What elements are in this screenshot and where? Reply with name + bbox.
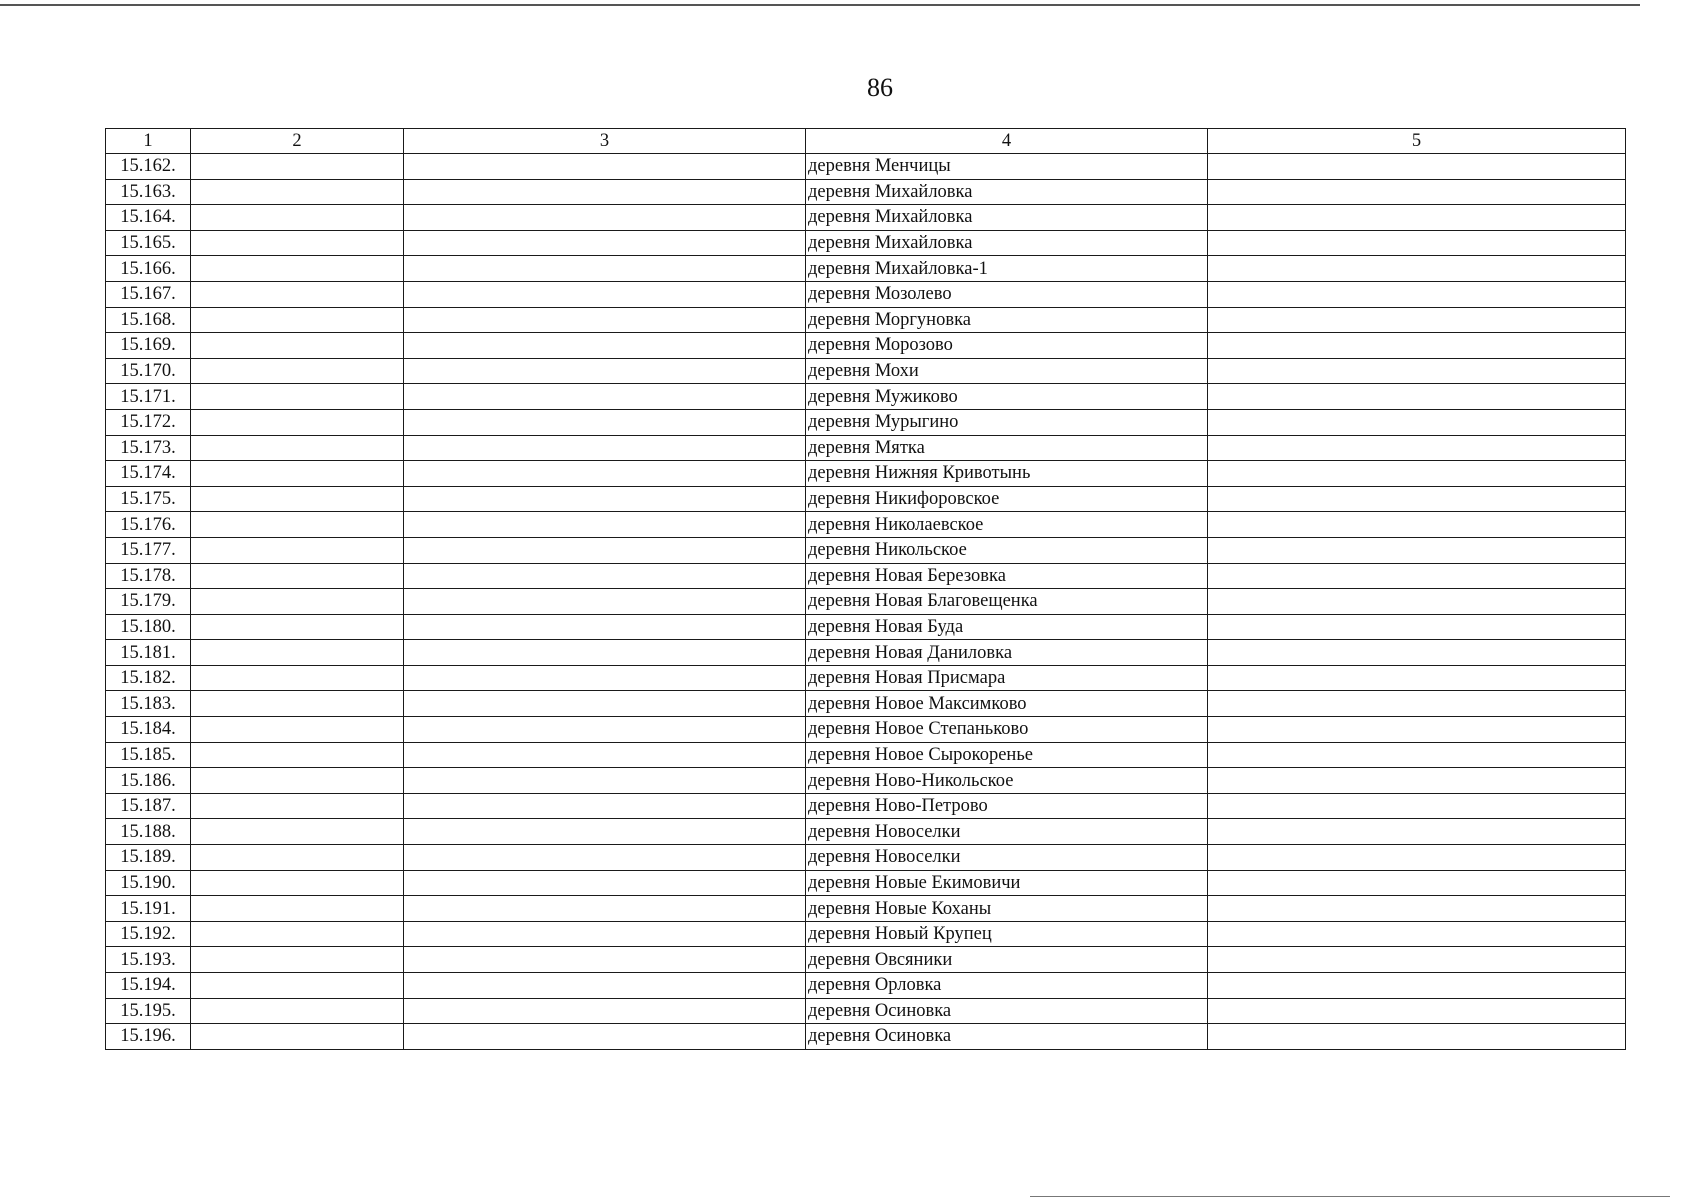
col-5-cell: [1208, 998, 1626, 1024]
header-col-2: 2: [191, 129, 404, 154]
col-2-cell: [191, 205, 404, 231]
row-number-cell: 15.173.: [106, 435, 191, 461]
table-row: [106, 384, 1626, 410]
col-2-cell: [191, 1024, 404, 1050]
col-2-cell: [191, 435, 404, 461]
settlement-name-cell: деревня Новое Сырокоренье: [806, 742, 1208, 768]
settlement-name-cell: деревня Новые Екимовичи: [806, 870, 1208, 896]
col-2-cell: [191, 154, 404, 180]
settlement-name-cell: деревня Михайловка-1: [806, 256, 1208, 282]
col-3-cell: [404, 1024, 806, 1050]
settlement-name-cell: деревня Новая Даниловка: [806, 640, 1208, 666]
col-2-cell: [191, 896, 404, 922]
col-3-cell: [404, 563, 806, 589]
col-2-cell: [191, 973, 404, 999]
table-body: [106, 154, 1626, 1050]
col-5-cell: [1208, 563, 1626, 589]
settlement-name-cell: деревня Михайловка: [806, 179, 1208, 205]
settlement-name-cell: деревня Морозово: [806, 333, 1208, 359]
col-5-cell: [1208, 742, 1626, 768]
settlement-name-cell: деревня Новый Крупец: [806, 921, 1208, 947]
col-3-cell: [404, 921, 806, 947]
col-5-cell: [1208, 179, 1626, 205]
table-row: [106, 486, 1626, 512]
row-number-cell: 15.175.: [106, 486, 191, 512]
table-row: [106, 563, 1626, 589]
col-5-cell: [1208, 409, 1626, 435]
table-header-row: [106, 129, 1626, 154]
table-row: [106, 819, 1626, 845]
col-3-cell: [404, 793, 806, 819]
table-row: [106, 435, 1626, 461]
settlement-name-cell: деревня Новая Березовка: [806, 563, 1208, 589]
col-5-cell: [1208, 717, 1626, 743]
table-row: [106, 281, 1626, 307]
col-3-cell: [404, 691, 806, 717]
col-2-cell: [191, 614, 404, 640]
col-3-cell: [404, 486, 806, 512]
row-number-cell: 15.191.: [106, 896, 191, 922]
col-5-cell: [1208, 154, 1626, 180]
settlement-name-cell: деревня Николаевское: [806, 512, 1208, 538]
col-5-cell: [1208, 665, 1626, 691]
row-number-cell: 15.174.: [106, 461, 191, 487]
col-5-cell: [1208, 973, 1626, 999]
col-2-cell: [191, 717, 404, 743]
col-2-cell: [191, 486, 404, 512]
table-row: [106, 614, 1626, 640]
col-3-cell: [404, 461, 806, 487]
table-row: [106, 409, 1626, 435]
col-5-cell: [1208, 537, 1626, 563]
col-3-cell: [404, 845, 806, 871]
settlement-name-cell: деревня Орловка: [806, 973, 1208, 999]
col-5-cell: [1208, 205, 1626, 231]
col-5-cell: [1208, 256, 1626, 282]
row-number-cell: 15.181.: [106, 640, 191, 666]
col-3-cell: [404, 307, 806, 333]
row-number-cell: 15.170.: [106, 358, 191, 384]
col-2-cell: [191, 845, 404, 871]
row-number-cell: 15.179.: [106, 589, 191, 615]
settlement-name-cell: деревня Новые Коханы: [806, 896, 1208, 922]
settlement-name-cell: деревня Мужиково: [806, 384, 1208, 410]
row-number-cell: 15.184.: [106, 717, 191, 743]
col-2-cell: [191, 589, 404, 615]
settlement-name-cell: деревня Нижняя Кривотынь: [806, 461, 1208, 487]
settlement-name-cell: деревня Мятка: [806, 435, 1208, 461]
row-number-cell: 15.162.: [106, 154, 191, 180]
table-row: [106, 307, 1626, 333]
col-2-cell: [191, 921, 404, 947]
settlement-name-cell: деревня Новоселки: [806, 845, 1208, 871]
table-row: [106, 358, 1626, 384]
col-5-cell: [1208, 614, 1626, 640]
col-2-cell: [191, 409, 404, 435]
col-2-cell: [191, 665, 404, 691]
row-number-cell: 15.183.: [106, 691, 191, 717]
row-number-cell: 15.166.: [106, 256, 191, 282]
table-row: [106, 665, 1626, 691]
col-3-cell: [404, 998, 806, 1024]
row-number-cell: 15.167.: [106, 281, 191, 307]
col-3-cell: [404, 896, 806, 922]
table-row: [106, 845, 1626, 871]
header-col-3: 3: [404, 129, 806, 154]
col-2-cell: [191, 230, 404, 256]
col-3-cell: [404, 537, 806, 563]
col-5-cell: [1208, 281, 1626, 307]
table-row: [106, 179, 1626, 205]
col-3-cell: [404, 614, 806, 640]
col-2-cell: [191, 563, 404, 589]
table-row: [106, 742, 1626, 768]
col-5-cell: [1208, 947, 1626, 973]
row-number-cell: 15.164.: [106, 205, 191, 231]
row-number-cell: 15.193.: [106, 947, 191, 973]
table-row: [106, 947, 1626, 973]
settlement-name-cell: деревня Мозолево: [806, 281, 1208, 307]
page-number: 86: [867, 73, 893, 102]
row-number-cell: 15.186.: [106, 768, 191, 794]
col-3-cell: [404, 870, 806, 896]
col-2-cell: [191, 384, 404, 410]
row-number-cell: 15.192.: [106, 921, 191, 947]
col-3-cell: [404, 665, 806, 691]
col-5-cell: [1208, 640, 1626, 666]
col-3-cell: [404, 409, 806, 435]
settlement-name-cell: деревня Моргуновка: [806, 307, 1208, 333]
settlement-name-cell: деревня Ново-Никольское: [806, 768, 1208, 794]
col-5-cell: [1208, 921, 1626, 947]
col-2-cell: [191, 870, 404, 896]
row-number-cell: 15.182.: [106, 665, 191, 691]
settlement-name-cell: деревня Овсяники: [806, 947, 1208, 973]
row-number-cell: 15.188.: [106, 819, 191, 845]
table-row: [106, 768, 1626, 794]
col-3-cell: [404, 179, 806, 205]
settlement-name-cell: деревня Новая Буда: [806, 614, 1208, 640]
col-3-cell: [404, 281, 806, 307]
row-number-cell: 15.178.: [106, 563, 191, 589]
col-3-cell: [404, 333, 806, 359]
row-number-cell: 15.169.: [106, 333, 191, 359]
col-2-cell: [191, 742, 404, 768]
row-number-cell: 15.180.: [106, 614, 191, 640]
col-3-cell: [404, 589, 806, 615]
col-3-cell: [404, 947, 806, 973]
settlement-name-cell: деревня Новая Благовещенка: [806, 589, 1208, 615]
col-2-cell: [191, 793, 404, 819]
settlement-name-cell: деревня Мохи: [806, 358, 1208, 384]
table-row: [106, 154, 1626, 180]
col-5-cell: [1208, 230, 1626, 256]
row-number-cell: 15.165.: [106, 230, 191, 256]
settlement-name-cell: деревня Никифоровское: [806, 486, 1208, 512]
col-3-cell: [404, 768, 806, 794]
col-5-cell: [1208, 512, 1626, 538]
row-number-cell: 15.172.: [106, 409, 191, 435]
col-5-cell: [1208, 691, 1626, 717]
row-number-cell: 15.171.: [106, 384, 191, 410]
col-5-cell: [1208, 793, 1626, 819]
col-2-cell: [191, 307, 404, 333]
col-2-cell: [191, 179, 404, 205]
col-2-cell: [191, 998, 404, 1024]
col-2-cell: [191, 691, 404, 717]
header-col-5: 5: [1208, 129, 1626, 154]
table-row: [106, 230, 1626, 256]
row-number-cell: 15.168.: [106, 307, 191, 333]
settlement-name-cell: деревня Новое Максимково: [806, 691, 1208, 717]
settlement-name-cell: деревня Мурыгино: [806, 409, 1208, 435]
table-row: [106, 896, 1626, 922]
table-row: [106, 998, 1626, 1024]
col-3-cell: [404, 742, 806, 768]
settlement-name-cell: деревня Менчицы: [806, 154, 1208, 180]
settlement-name-cell: деревня Осиновка: [806, 1024, 1208, 1050]
settlement-name-cell: деревня Ново-Петрово: [806, 793, 1208, 819]
row-number-cell: 15.163.: [106, 179, 191, 205]
table-row: [106, 640, 1626, 666]
settlement-name-cell: деревня Никольское: [806, 537, 1208, 563]
col-5-cell: [1208, 896, 1626, 922]
col-5-cell: [1208, 589, 1626, 615]
col-2-cell: [191, 281, 404, 307]
col-3-cell: [404, 512, 806, 538]
col-3-cell: [404, 435, 806, 461]
row-number-cell: 15.195.: [106, 998, 191, 1024]
table-row: [106, 205, 1626, 231]
settlement-name-cell: деревня Новое Степаньково: [806, 717, 1208, 743]
row-number-cell: 15.189.: [106, 845, 191, 871]
table-row: [106, 973, 1626, 999]
row-number-cell: 15.176.: [106, 512, 191, 538]
header-col-1: 1: [106, 129, 191, 154]
row-number-cell: 15.194.: [106, 973, 191, 999]
col-2-cell: [191, 819, 404, 845]
col-2-cell: [191, 640, 404, 666]
col-5-cell: [1208, 870, 1626, 896]
settlement-name-cell: деревня Новая Присмара: [806, 665, 1208, 691]
table-row: [106, 589, 1626, 615]
table-row: [106, 537, 1626, 563]
table-row: [106, 333, 1626, 359]
col-3-cell: [404, 256, 806, 282]
table-row: [106, 793, 1626, 819]
col-5-cell: [1208, 1024, 1626, 1050]
col-3-cell: [404, 205, 806, 231]
table-row: [106, 717, 1626, 743]
col-3-cell: [404, 973, 806, 999]
col-5-cell: [1208, 307, 1626, 333]
col-3-cell: [404, 358, 806, 384]
col-2-cell: [191, 358, 404, 384]
top-scan-rule: [0, 4, 1640, 6]
col-3-cell: [404, 230, 806, 256]
settlement-name-cell: деревня Новоселки: [806, 819, 1208, 845]
col-2-cell: [191, 947, 404, 973]
col-3-cell: [404, 819, 806, 845]
col-5-cell: [1208, 819, 1626, 845]
col-3-cell: [404, 384, 806, 410]
col-2-cell: [191, 461, 404, 487]
col-2-cell: [191, 333, 404, 359]
table-row: [106, 691, 1626, 717]
row-number-cell: 15.177.: [106, 537, 191, 563]
col-2-cell: [191, 512, 404, 538]
table-row: [106, 921, 1626, 947]
col-5-cell: [1208, 845, 1626, 871]
row-number-cell: 15.187.: [106, 793, 191, 819]
col-2-cell: [191, 768, 404, 794]
settlement-name-cell: деревня Михайловка: [806, 230, 1208, 256]
col-5-cell: [1208, 768, 1626, 794]
col-5-cell: [1208, 435, 1626, 461]
header-col-4: 4: [806, 129, 1208, 154]
table-row: [106, 870, 1626, 896]
settlement-name-cell: деревня Осиновка: [806, 998, 1208, 1024]
col-5-cell: [1208, 333, 1626, 359]
row-number-cell: 15.185.: [106, 742, 191, 768]
col-3-cell: [404, 717, 806, 743]
col-5-cell: [1208, 461, 1626, 487]
col-2-cell: [191, 256, 404, 282]
col-5-cell: [1208, 358, 1626, 384]
row-number-cell: 15.190.: [106, 870, 191, 896]
settlement-name-cell: деревня Михайловка: [806, 205, 1208, 231]
col-5-cell: [1208, 486, 1626, 512]
table-row: [106, 1024, 1626, 1050]
col-2-cell: [191, 537, 404, 563]
table-row: [106, 461, 1626, 487]
col-3-cell: [404, 640, 806, 666]
table-row: [106, 512, 1626, 538]
settlements-table: [105, 128, 1626, 1050]
bottom-scan-rule: [1030, 1196, 1670, 1197]
table-row: [106, 256, 1626, 282]
col-3-cell: [404, 154, 806, 180]
col-5-cell: [1208, 384, 1626, 410]
row-number-cell: 15.196.: [106, 1024, 191, 1050]
